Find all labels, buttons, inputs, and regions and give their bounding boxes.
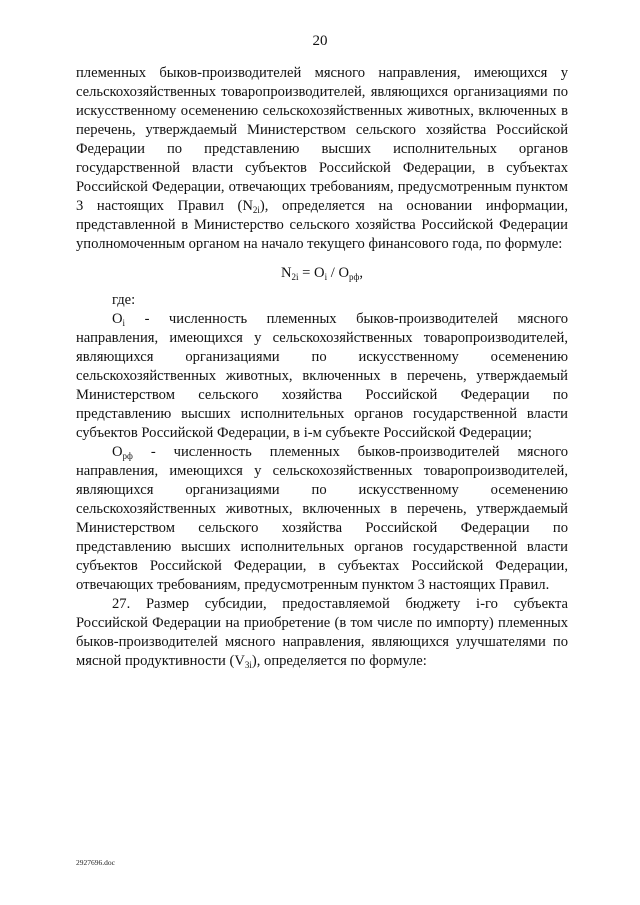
subscript: 3i bbox=[244, 660, 252, 670]
formula-symbol: = O bbox=[298, 265, 325, 281]
document-body bbox=[76, 64, 568, 671]
definition-subscript: рф bbox=[122, 451, 133, 461]
document-code: 2927696.doc bbox=[76, 858, 115, 867]
paragraph-text-end: ), определяется на основании информации, представленной в Министерство сельского хозяйства Российской Федерации уполномоченным органом на начало текущего финансового года, по формуле: bbox=[76, 198, 568, 252]
definition-symbol: O bbox=[112, 311, 123, 327]
definition-text: - численность племенных быков-производителей мясного направления, имеющихся у сельскохозяйственных товаропроизводителей, являющихся организациями по искусственному осеменению сельскохозяйственных животных, включенных в перечень, утверждаемый Министерством сельского хозяйства Российской Федерации по представлению высших исполнительных органов государственной власти субъектов Российской Федерации, в i-м субъекте Российской Федерации; bbox=[76, 311, 568, 441]
definition-symbol: O bbox=[112, 444, 123, 460]
paragraph-text: 27. Размер субсидии, предоставляемой бюджету i-го субъекта Российской Федерации на приобретение (в том числе по импорту) племенных быков-производителей мясного направления, являющихся улучшателями по мясной продуктивности (V bbox=[76, 596, 568, 669]
paragraph-continuation bbox=[76, 64, 568, 254]
formula-symbol: / O bbox=[327, 265, 350, 281]
formula-n2i bbox=[76, 264, 568, 283]
definition-subscript: i bbox=[122, 318, 126, 328]
where-label: где: bbox=[112, 292, 136, 308]
definition-oi bbox=[76, 310, 568, 443]
paragraph-text-end: ), определяется по формуле: bbox=[251, 653, 427, 669]
formula-symbol: N bbox=[280, 265, 292, 281]
formula-subscript: 2i bbox=[291, 272, 299, 282]
page-number: 20 bbox=[312, 33, 328, 49]
subscript: 2i bbox=[252, 205, 260, 215]
formula-subscript: рф bbox=[349, 272, 360, 282]
paragraph-27 bbox=[76, 595, 568, 671]
paragraph-text: племенных быков-производителей мясного направления, имеющихся у сельскохозяйственных товаропроизводителей, являющихся организациями по искусственному осеменению сельскохозяйственных животных, включенных в перечень, утверждаемый Министерством сельского хозяйства Российской Федерации по представлению высших исполнительных органов государственной власти субъектов Российской Федерации, в субъектах Российской Федерации, отвечающих требованиям, предусмотренным пунктом 3 настоящих Правил (N bbox=[76, 65, 568, 214]
formula-symbol: , bbox=[359, 265, 364, 281]
definition-text: - численность племенных быков-производителей мясного направления, имеющихся у сельскохозяйственных товаропроизводителей, являющихся организациями по искусственному осеменению сельскохозяйственных животных, включенных в перечень, утверждаемый Министерством сельского хозяйства Российской Федерации по представлению высших исполнительных органов государственной власти субъектов Российской Федерации, в субъектах Российской Федерации, отвечающих требованиям, предусмотренным пунктом 3 настоящих Правил. bbox=[76, 444, 568, 593]
formula-subscript: i bbox=[324, 272, 328, 282]
definition-orf bbox=[76, 443, 568, 595]
